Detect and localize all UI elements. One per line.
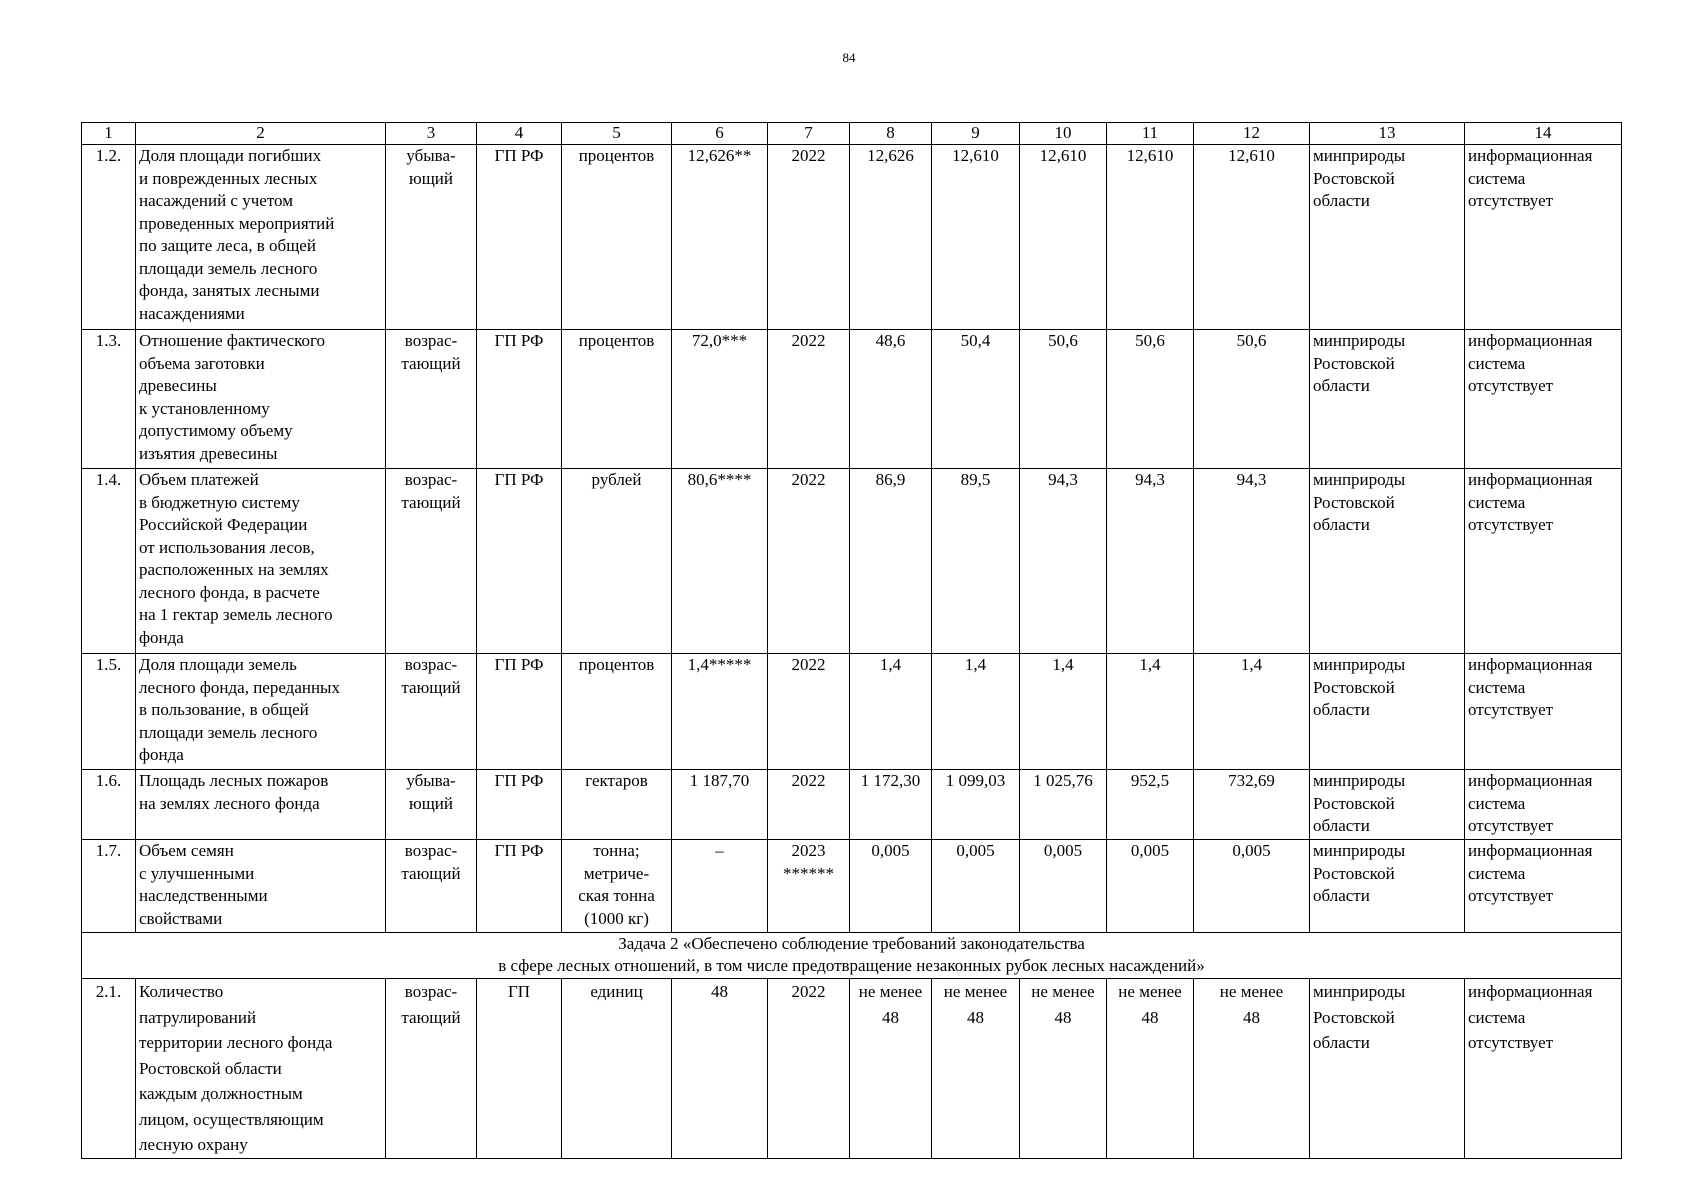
indicator-trend: убыва- ющий <box>386 145 477 330</box>
value-col-8: 1 172,30 <box>850 770 932 840</box>
value-col-9: 0,005 <box>932 840 1020 933</box>
indicator-level: ГП РФ <box>477 654 562 770</box>
row-number: 2.1. <box>82 979 136 1159</box>
info-system: информационная система отсутствует <box>1465 770 1622 840</box>
value-col-9: 89,5 <box>932 469 1020 654</box>
col-header-5: 5 <box>562 123 672 145</box>
indicator-trend: возрас- тающий <box>386 330 477 469</box>
page-number: 84 <box>842 50 856 65</box>
base-value: – <box>672 840 768 933</box>
info-system: информационная система отсутствует <box>1465 654 1622 770</box>
indicator-level: ГП <box>477 979 562 1159</box>
value-col-9: 1,4 <box>932 654 1020 770</box>
col-header-13: 13 <box>1310 123 1465 145</box>
indicator-name: Доля площади погибших и поврежденных лесных насаждений с учетом проведенных мероприятий по защите леса, в общей площади земель лесного фонда, занятых лесными насаждениями <box>136 145 386 330</box>
base-year: 2023 ****** <box>768 840 850 933</box>
base-year: 2022 <box>768 770 850 840</box>
table-row <box>82 654 1622 770</box>
col-header-9: 9 <box>932 123 1020 145</box>
responsible-body: минприроды Ростовской области <box>1310 654 1465 770</box>
base-value: 1 187,70 <box>672 770 768 840</box>
task-heading-row <box>82 933 1622 979</box>
indicator-level: ГП РФ <box>477 840 562 933</box>
indicator-level: ГП РФ <box>477 330 562 469</box>
value-col-12: 50,6 <box>1194 330 1310 469</box>
col-header-11: 11 <box>1107 123 1194 145</box>
base-value: 1,4***** <box>672 654 768 770</box>
indicator-name: Объем платежей в бюджетную систему Российской Федерации от использования лесов, расположенных на землях лесного фонда, в расчете на 1 гектар земель лесного фонда <box>136 469 386 654</box>
indicator-level: ГП РФ <box>477 469 562 654</box>
indicator-level: ГП РФ <box>477 145 562 330</box>
value-col-9: 12,610 <box>932 145 1020 330</box>
value-col-11: 12,610 <box>1107 145 1194 330</box>
value-col-12: 12,610 <box>1194 145 1310 330</box>
base-year: 2022 <box>768 330 850 469</box>
col-header-12: 12 <box>1194 123 1310 145</box>
base-value: 48 <box>672 979 768 1159</box>
base-value: 72,0*** <box>672 330 768 469</box>
responsible-body: минприроды Ростовской области <box>1310 840 1465 933</box>
indicator-trend: убыва- ющий <box>386 770 477 840</box>
value-col-11: 952,5 <box>1107 770 1194 840</box>
info-system: информационная система отсутствует <box>1465 145 1622 330</box>
value-col-10: 94,3 <box>1020 469 1107 654</box>
col-header-8: 8 <box>850 123 932 145</box>
base-year: 2022 <box>768 469 850 654</box>
value-col-8: 86,9 <box>850 469 932 654</box>
table-row <box>82 145 1622 330</box>
value-col-9: 1 099,03 <box>932 770 1020 840</box>
table-row <box>82 840 1622 933</box>
indicator-unit: рублей <box>562 469 672 654</box>
info-system: информационная система отсутствует <box>1465 840 1622 933</box>
value-col-11: 94,3 <box>1107 469 1194 654</box>
table-row <box>82 330 1622 469</box>
indicator-unit: единиц <box>562 979 672 1159</box>
responsible-body: минприроды Ростовской области <box>1310 330 1465 469</box>
indicator-unit: тонна; метриче- ская тонна (1000 кг) <box>562 840 672 933</box>
value-col-10: 50,6 <box>1020 330 1107 469</box>
responsible-body: минприроды Ростовской области <box>1310 469 1465 654</box>
value-col-11: 50,6 <box>1107 330 1194 469</box>
value-col-12: не менее 48 <box>1194 979 1310 1159</box>
base-value: 80,6**** <box>672 469 768 654</box>
value-col-10: 1 025,76 <box>1020 770 1107 840</box>
responsible-body: минприроды Ростовской области <box>1310 145 1465 330</box>
row-number: 1.3. <box>82 330 136 469</box>
indicator-unit: процентов <box>562 330 672 469</box>
task-2-heading: Задача 2 «Обеспечено соблюдение требований законодательства в сфере лесных отношений, в том числе предотвращение незаконных рубок лесных насаждений» <box>82 933 1622 979</box>
indicator-level: ГП РФ <box>477 770 562 840</box>
info-system: информационная система отсутствует <box>1465 469 1622 654</box>
value-col-10: 1,4 <box>1020 654 1107 770</box>
col-header-14: 14 <box>1465 123 1622 145</box>
responsible-body: минприроды Ростовской области <box>1310 979 1465 1159</box>
value-col-8: 48,6 <box>850 330 932 469</box>
indicator-name: Площадь лесных пожаров на землях лесного фонда <box>136 770 386 840</box>
value-col-12: 732,69 <box>1194 770 1310 840</box>
col-header-7: 7 <box>768 123 850 145</box>
indicator-trend: возрас- тающий <box>386 469 477 654</box>
table-body <box>82 123 1622 1159</box>
value-col-11: 1,4 <box>1107 654 1194 770</box>
col-header-4: 4 <box>477 123 562 145</box>
base-year: 2022 <box>768 145 850 330</box>
value-col-8: не менее 48 <box>850 979 932 1159</box>
info-system: информационная система отсутствует <box>1465 979 1622 1159</box>
value-col-12: 1,4 <box>1194 654 1310 770</box>
column-number-row <box>82 123 1622 145</box>
base-year: 2022 <box>768 654 850 770</box>
table-row <box>82 979 1622 1159</box>
indicator-name: Отношение фактического объема заготовки древесины к установленному допустимому объему изъятия древесины <box>136 330 386 469</box>
col-header-2: 2 <box>136 123 386 145</box>
base-year: 2022 <box>768 979 850 1159</box>
col-header-10: 10 <box>1020 123 1107 145</box>
indicator-unit: процентов <box>562 654 672 770</box>
row-number: 1.4. <box>82 469 136 654</box>
indicator-trend: возрас- тающий <box>386 979 477 1159</box>
indicator-trend: возрас- тающий <box>386 840 477 933</box>
value-col-12: 0,005 <box>1194 840 1310 933</box>
row-number: 1.5. <box>82 654 136 770</box>
table-row <box>82 770 1622 840</box>
responsible-body: минприроды Ростовской области <box>1310 770 1465 840</box>
indicator-unit: процентов <box>562 145 672 330</box>
value-col-10: 0,005 <box>1020 840 1107 933</box>
value-col-8: 12,626 <box>850 145 932 330</box>
col-header-1: 1 <box>82 123 136 145</box>
value-col-10: 12,610 <box>1020 145 1107 330</box>
value-col-9: не менее 48 <box>932 979 1020 1159</box>
value-col-10: не менее 48 <box>1020 979 1107 1159</box>
value-col-8: 0,005 <box>850 840 932 933</box>
indicator-unit: гектаров <box>562 770 672 840</box>
info-system: информационная система отсутствует <box>1465 330 1622 469</box>
col-header-3: 3 <box>386 123 477 145</box>
indicators-table <box>81 122 1622 1159</box>
indicator-trend: возрас- тающий <box>386 654 477 770</box>
col-header-6: 6 <box>672 123 768 145</box>
indicator-name: Объем семян с улучшенными наследственными свойствами <box>136 840 386 933</box>
value-col-9: 50,4 <box>932 330 1020 469</box>
indicator-name: Количество патрулирований территории лесного фонда Ростовской области каждым должностным лицом, осуществляющим лесную охрану <box>136 979 386 1159</box>
row-number: 1.7. <box>82 840 136 933</box>
value-col-11: не менее 48 <box>1107 979 1194 1159</box>
value-col-12: 94,3 <box>1194 469 1310 654</box>
indicator-name: Доля площади земель лесного фонда, переданных в пользование, в общей площади земель лесного фонда <box>136 654 386 770</box>
value-col-11: 0,005 <box>1107 840 1194 933</box>
row-number: 1.6. <box>82 770 136 840</box>
base-value: 12,626** <box>672 145 768 330</box>
table-row <box>82 469 1622 654</box>
value-col-8: 1,4 <box>850 654 932 770</box>
row-number: 1.2. <box>82 145 136 330</box>
